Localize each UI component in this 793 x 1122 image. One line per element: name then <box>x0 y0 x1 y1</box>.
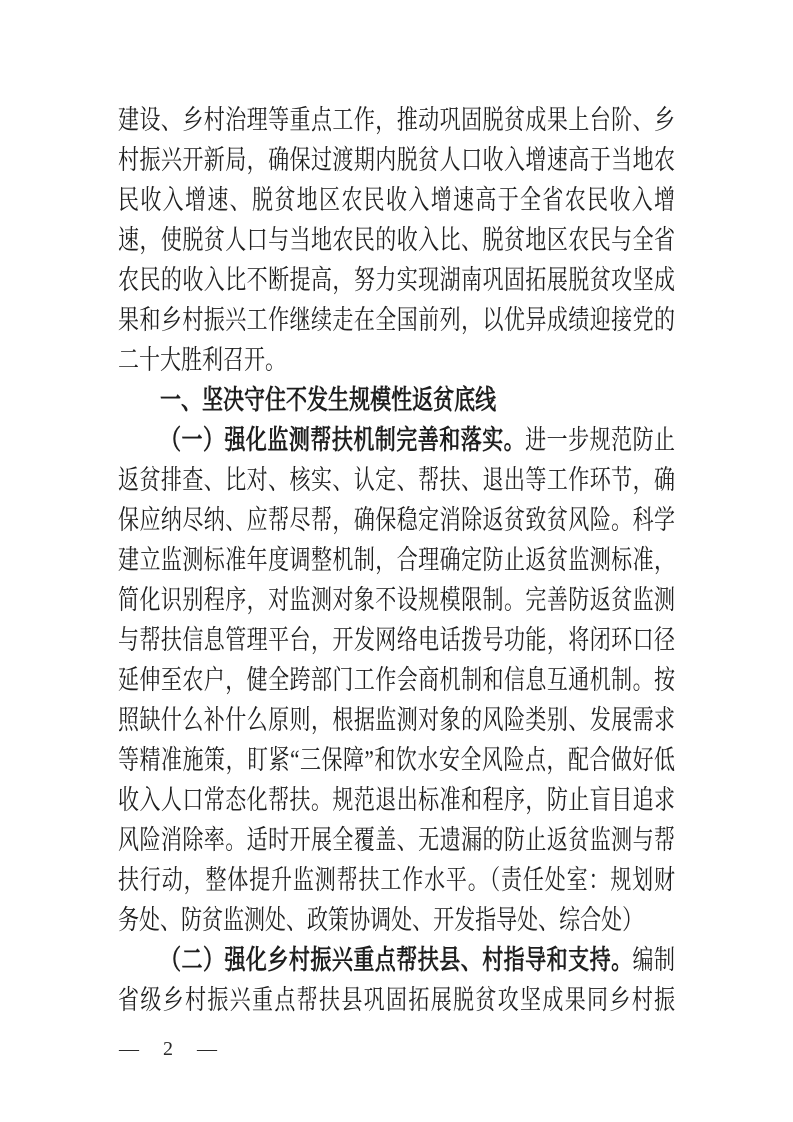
text-run: 省级乡村振兴重点帮扶县巩固拓展脱贫攻坚成果同乡村振 <box>118 985 676 1015</box>
text-line <box>118 580 675 620</box>
text-line <box>118 340 675 380</box>
text-run-bold: （二）强化乡村振兴重点帮扶县、村指导和支持。 <box>160 945 633 975</box>
text-run: 编制 <box>632 945 676 975</box>
text-line <box>118 940 675 980</box>
text-line <box>118 620 675 660</box>
text-run: 二十大胜利召开。 <box>118 345 287 375</box>
document-body <box>118 100 675 1020</box>
text-run: 简化识别程序，对监测对象不设规模限制。完善防返贫监测 <box>118 585 676 615</box>
text-run: 果和乡村振兴工作继续走在全国前列，以优异成绩迎接党的 <box>118 305 676 335</box>
text-line <box>118 900 675 940</box>
text-run: 民收入增速、脱贫地区农民收入增速高于全省农民收入增 <box>118 185 676 215</box>
text-run: 扶行动，整体提升监测帮扶工作水平。 <box>118 865 490 895</box>
text-run-kai: （责任处室：规划财 <box>489 865 676 895</box>
page-number: — 2 — <box>119 1038 222 1060</box>
text-line <box>118 500 675 540</box>
text-line <box>118 700 675 740</box>
text-line <box>118 780 675 820</box>
text-run: 进一步规范防止 <box>525 425 676 455</box>
text-run: 保应纳尽纳、应帮尽帮，确保稳定消除返贫致贫风险。科学 <box>118 505 676 535</box>
text-run-hei: 一、坚决守住不发生规模性返贫底线 <box>160 385 497 415</box>
text-line <box>118 220 675 260</box>
text-run: 农民的收入比不断提高，努力实现湖南巩固拓展脱贫攻坚成 <box>118 265 676 295</box>
text-run: 延伸至农户，健全跨部门工作会商机制和信息互通机制。按 <box>118 665 676 695</box>
text-run: 等精准施策，盯紧“三保障”和饮水安全风险点，配合做好低 <box>118 745 676 775</box>
text-run: 速，使脱贫人口与当地农民的收入比、脱贫地区农民与全省 <box>118 225 676 255</box>
text-run: 收入人口常态化帮扶。规范退出标准和程序，防止盲目追求 <box>118 785 676 815</box>
text-line <box>118 420 675 460</box>
text-run: 村振兴开新局，确保过渡期内脱贫人口收入增速高于当地农 <box>118 145 676 175</box>
para-continuation <box>118 100 675 380</box>
para-item-2 <box>118 940 675 1020</box>
text-run: 风险消除率。适时开展全覆盖、无遗漏的防止返贫监测与帮 <box>118 825 676 855</box>
text-line <box>118 740 675 780</box>
text-line <box>118 820 675 860</box>
text-line <box>118 140 675 180</box>
text-line <box>118 860 675 900</box>
text-run: 建设、乡村治理等重点工作，推动巩固脱贫成果上台阶、乡 <box>118 105 676 135</box>
text-line <box>118 380 675 420</box>
text-line <box>118 460 675 500</box>
text-run-kai: 务处、防贫监测处、政策协调处、开发指导处、综合处） <box>118 905 644 935</box>
text-line <box>118 260 675 300</box>
text-line <box>118 540 675 580</box>
para-item-1 <box>118 420 675 940</box>
text-line <box>118 980 675 1020</box>
text-line <box>118 180 675 220</box>
text-run: 建立监测标准年度调整机制，合理确定防止返贫监测标准， <box>118 545 676 575</box>
text-run: 照缺什么补什么原则，根据监测对象的风险类别、发展需求 <box>118 705 676 735</box>
text-line <box>118 660 675 700</box>
section-heading-1 <box>118 380 675 420</box>
text-line <box>118 300 675 340</box>
text-run: 与帮扶信息管理平台，开发网络电话拨号功能，将闭环口径 <box>118 625 676 655</box>
text-run-bold: （一）强化监测帮扶机制完善和落实。 <box>160 425 526 455</box>
text-line <box>118 100 675 140</box>
text-run: 返贫排查、比对、核实、认定、帮扶、退出等工作环节，确 <box>118 465 676 495</box>
